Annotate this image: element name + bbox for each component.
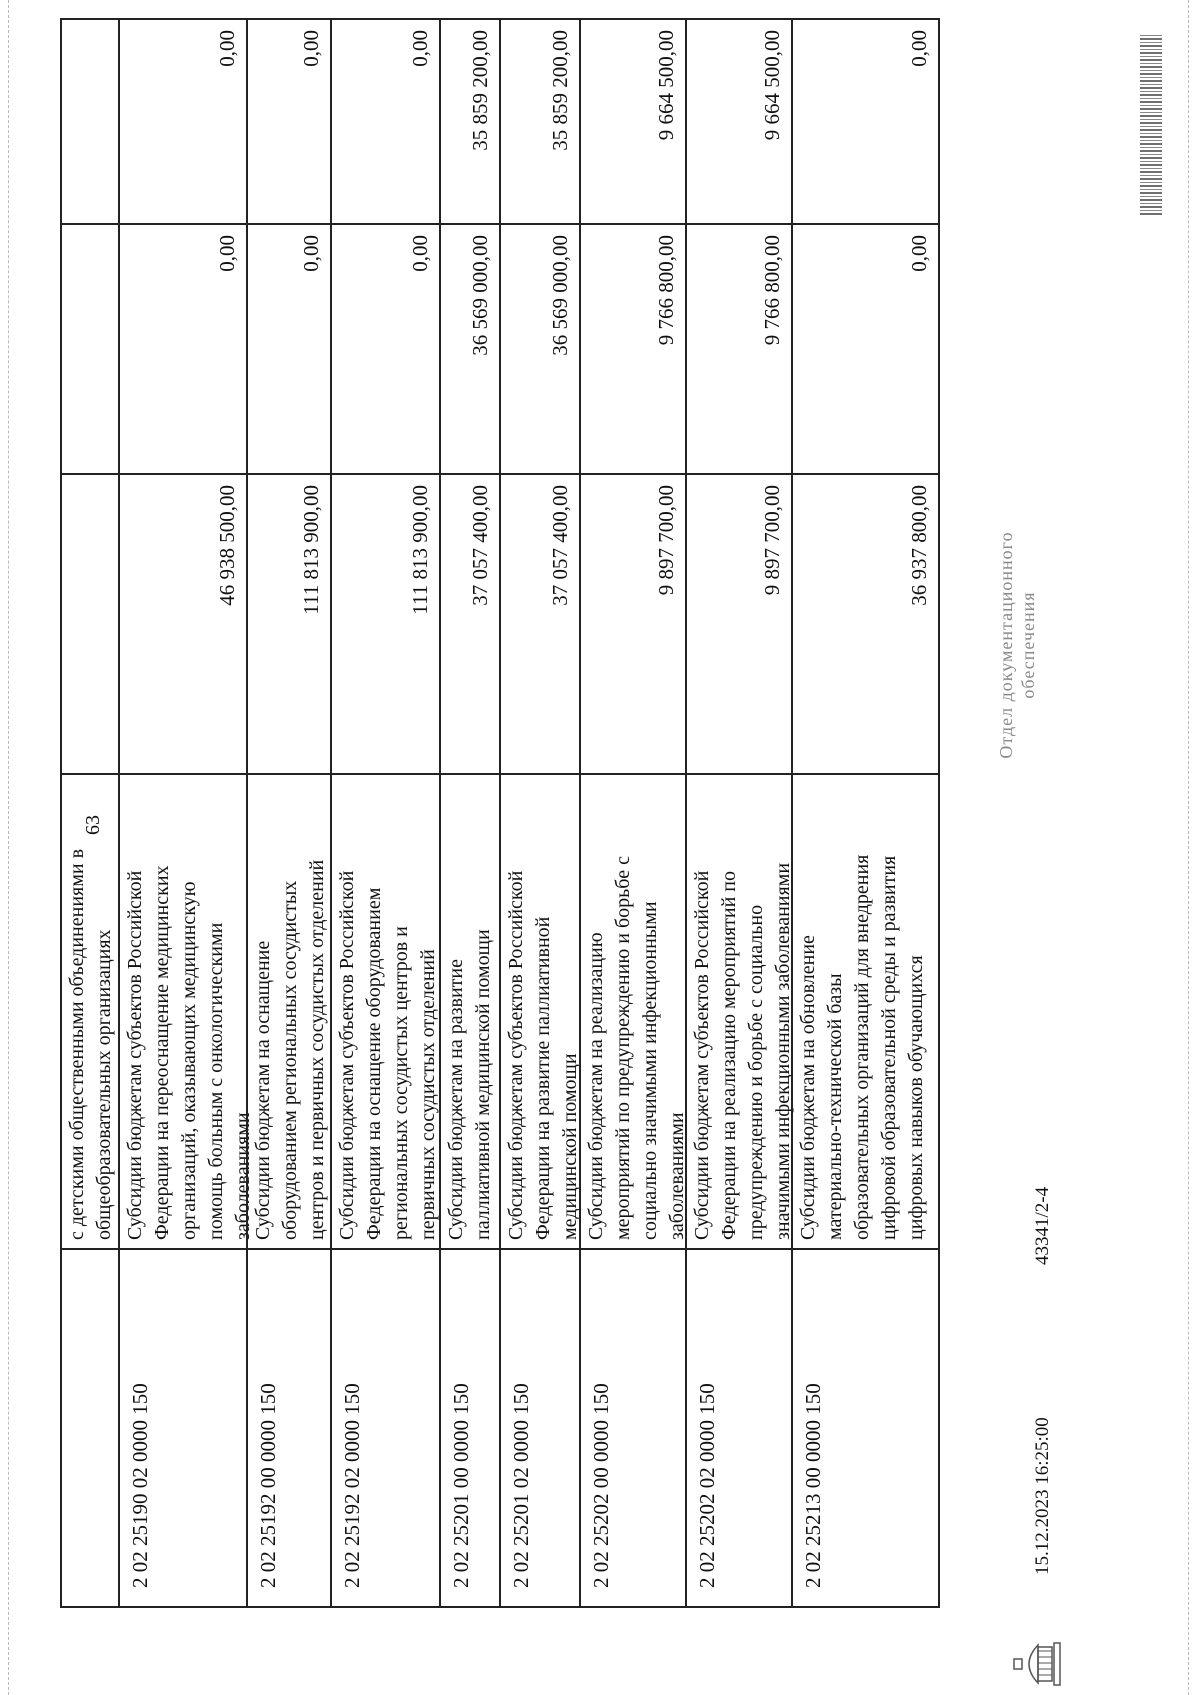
budget-code: 2 02 25202 00 0000 150 bbox=[589, 1383, 613, 1588]
cell-amount-v3 bbox=[441, 18, 499, 223]
cell-code bbox=[332, 1248, 439, 1608]
amount-value: 9 897 700,00 bbox=[760, 485, 784, 596]
footer-date: 15.12.2023 16:25:00 bbox=[1032, 1417, 1053, 1575]
cell-amount-v1 bbox=[687, 473, 791, 773]
description-text bbox=[503, 779, 584, 1240]
budget-code: 2 02 25192 02 0000 150 bbox=[340, 1383, 364, 1588]
cell-code bbox=[501, 1248, 579, 1608]
cell-code bbox=[441, 1248, 499, 1608]
scan-artifact bbox=[8, 0, 9, 1695]
description-line: Субсидии бюджетам субъектов Российской bbox=[691, 870, 713, 1240]
amount-value: 0,00 bbox=[299, 235, 323, 272]
description-text bbox=[795, 779, 930, 1240]
description-line: Субсидии бюджетам на обновление bbox=[797, 935, 819, 1240]
description-line: Субсидии бюджетам субъектов Российской bbox=[124, 870, 146, 1240]
budget-code: 2 02 25202 02 0000 150 bbox=[695, 1383, 719, 1588]
amount-value: 36 937 800,00 bbox=[907, 485, 931, 606]
cell-code bbox=[687, 1248, 791, 1608]
cell-amount-v3 bbox=[687, 18, 791, 223]
description-line: цифровой образовательной среды и развития bbox=[878, 855, 900, 1240]
table-row bbox=[330, 18, 439, 1608]
page-number: 63 bbox=[82, 815, 104, 835]
cell-amount-v1 bbox=[248, 473, 330, 773]
cell-amount-v1 bbox=[441, 473, 499, 773]
amount-value: 35 859 200,00 bbox=[548, 30, 572, 151]
cell-amount-v2 bbox=[332, 223, 439, 473]
amount-value: 0,00 bbox=[299, 30, 323, 67]
amount-value: 111 813 900,00 bbox=[299, 485, 323, 615]
description-text bbox=[334, 779, 442, 1240]
description-line: Субсидии бюджетам субъектов Российской bbox=[505, 870, 527, 1240]
description-line: материально-технической базы bbox=[824, 973, 846, 1240]
table-row bbox=[60, 18, 118, 1608]
amount-value: 9 664 500,00 bbox=[654, 30, 678, 141]
description-text bbox=[122, 779, 257, 1240]
cell-amount-v3 bbox=[120, 18, 246, 223]
table-row bbox=[118, 18, 254, 1608]
description-line: общеобразовательных организациях bbox=[93, 929, 115, 1240]
description-line: оборудованием региональных сосудистых bbox=[279, 880, 301, 1240]
amount-value: 9 766 800,00 bbox=[760, 235, 784, 346]
budget-code: 2 02 25201 02 0000 150 bbox=[509, 1383, 533, 1588]
stamp-line: обеспечения bbox=[1018, 591, 1038, 699]
cell-amount-v3 bbox=[793, 18, 938, 223]
description-line: паллиативной медицинской помощи bbox=[472, 929, 494, 1240]
cell-amount-v3 bbox=[332, 18, 439, 223]
amount-value: 0,00 bbox=[907, 30, 931, 67]
description-line: Субсидии бюджетам субъектов Российской bbox=[336, 870, 358, 1240]
description-text bbox=[689, 779, 797, 1240]
cell-amount-v2 bbox=[581, 223, 685, 473]
cell-amount-v3 bbox=[581, 18, 685, 223]
amount-value: 0,00 bbox=[215, 235, 239, 272]
cell-amount-v3 bbox=[248, 18, 330, 223]
cell-description bbox=[581, 773, 688, 1248]
amount-value: 37 057 400,00 bbox=[468, 485, 492, 606]
description-line: предупреждению и борьбе с социально bbox=[745, 904, 767, 1240]
cell-amount-v2 bbox=[248, 223, 330, 473]
description-line: первичных сосудистых отделений bbox=[417, 949, 439, 1240]
budget-code: 2 02 25190 02 0000 150 bbox=[128, 1383, 152, 1588]
description-line: заболеваниями bbox=[232, 1112, 254, 1240]
budget-code: 2 02 25192 00 0000 150 bbox=[256, 1383, 280, 1588]
scan-artifact bbox=[1188, 0, 1189, 1695]
cell-description bbox=[332, 773, 439, 1248]
cell-description bbox=[687, 773, 794, 1248]
cell-description bbox=[441, 773, 499, 1248]
cell-code bbox=[62, 1248, 118, 1608]
cell-amount-v1 bbox=[120, 473, 246, 773]
description-line: Федерации на развитие паллиативной bbox=[532, 916, 554, 1240]
description-line: Субсидии бюджетам на реализацию bbox=[585, 932, 607, 1240]
emblem-icon bbox=[1012, 1641, 1064, 1687]
amount-value: 46 938 500,00 bbox=[215, 485, 239, 606]
description-line: значимыми инфекционными заболеваниями bbox=[772, 862, 794, 1240]
description-line: мероприятий по предупреждению и борьбе с bbox=[612, 856, 634, 1240]
cell-code bbox=[793, 1248, 938, 1608]
table-row bbox=[685, 18, 794, 1608]
cell-code bbox=[248, 1248, 330, 1608]
amount-value: 0,00 bbox=[408, 235, 432, 272]
description-line: цифровых навыков обучающихся bbox=[905, 955, 927, 1240]
cell-amount-v3 bbox=[501, 18, 579, 223]
cell-amount-v1 bbox=[62, 473, 118, 773]
amount-value: 0,00 bbox=[907, 235, 931, 272]
stamp-line: Отдел документационного bbox=[996, 531, 1016, 759]
cell-description bbox=[501, 773, 579, 1248]
description-line: Федерации на реализацию мероприятий по bbox=[718, 870, 740, 1240]
description-line: с детскими общественными объединениями в bbox=[66, 848, 88, 1240]
cell-amount-v2 bbox=[793, 223, 938, 473]
cell-description bbox=[120, 773, 254, 1248]
cell-code bbox=[120, 1248, 246, 1608]
amount-value: 36 569 000,00 bbox=[468, 235, 492, 356]
description-line: медицинской помощи bbox=[559, 1053, 581, 1240]
description-line: заболеваниями bbox=[666, 1112, 688, 1240]
description-line: Субсидии бюджетам на развитие bbox=[445, 959, 467, 1240]
cell-amount-v1 bbox=[501, 473, 579, 773]
description-line: Федерации на оснащение оборудованием bbox=[363, 887, 385, 1240]
cell-amount-v2 bbox=[62, 223, 118, 473]
cell-amount-v1 bbox=[793, 473, 938, 773]
description-line: образовательных организаций для внедрения bbox=[851, 854, 873, 1240]
description-text bbox=[583, 779, 691, 1240]
cell-amount-v3 bbox=[62, 18, 118, 223]
cell-amount-v2 bbox=[441, 223, 499, 473]
amount-value: 36 569 000,00 bbox=[548, 235, 572, 356]
table-row bbox=[791, 18, 940, 1608]
description-text bbox=[64, 779, 118, 1240]
description-line: организаций, оказывающих медицинскую bbox=[178, 881, 200, 1240]
amount-value: 9 766 800,00 bbox=[654, 235, 678, 346]
cell-description bbox=[793, 773, 938, 1248]
description-line: Субсидии бюджетам на оснащение bbox=[252, 940, 274, 1240]
budget-code: 2 02 25213 00 0000 150 bbox=[801, 1383, 825, 1588]
cell-amount-v2 bbox=[501, 223, 579, 473]
cell-amount-v1 bbox=[332, 473, 439, 773]
amount-value: 0,00 bbox=[408, 30, 432, 67]
description-line: помощь больным с онкологическими bbox=[205, 922, 227, 1240]
description-text bbox=[250, 779, 331, 1240]
cell-code bbox=[581, 1248, 685, 1608]
table-row bbox=[246, 18, 330, 1608]
barcode-strip bbox=[1140, 35, 1162, 215]
budget-code: 2 02 25201 00 0000 150 bbox=[449, 1383, 473, 1588]
footer-reference: 43341/2-4 bbox=[1032, 1186, 1053, 1265]
amount-value: 37 057 400,00 bbox=[548, 485, 572, 606]
description-line: Федерации на переоснащение медицинских bbox=[151, 865, 173, 1240]
amount-value: 111 813 900,00 bbox=[408, 485, 432, 615]
amount-value: 0,00 bbox=[215, 30, 239, 67]
cell-amount-v1 bbox=[581, 473, 685, 773]
description-line: региональных сосудистых центров и bbox=[390, 926, 412, 1240]
table-row bbox=[439, 18, 499, 1608]
amount-value: 35 859 200,00 bbox=[468, 30, 492, 151]
description-line: центров и первичных сосудистых отделений bbox=[306, 859, 328, 1240]
cell-amount-v2 bbox=[120, 223, 246, 473]
description-text bbox=[443, 779, 497, 1240]
amount-value: 9 664 500,00 bbox=[760, 30, 784, 141]
department-stamp bbox=[995, 515, 1039, 775]
cell-description bbox=[62, 773, 118, 1248]
table-row bbox=[499, 18, 579, 1608]
budget-table bbox=[60, 18, 940, 1608]
cell-amount-v2 bbox=[687, 223, 791, 473]
table-row bbox=[579, 18, 688, 1608]
cell-description bbox=[248, 773, 330, 1248]
description-line: социально значимыми инфекционными bbox=[639, 901, 661, 1240]
amount-value: 9 897 700,00 bbox=[654, 485, 678, 596]
